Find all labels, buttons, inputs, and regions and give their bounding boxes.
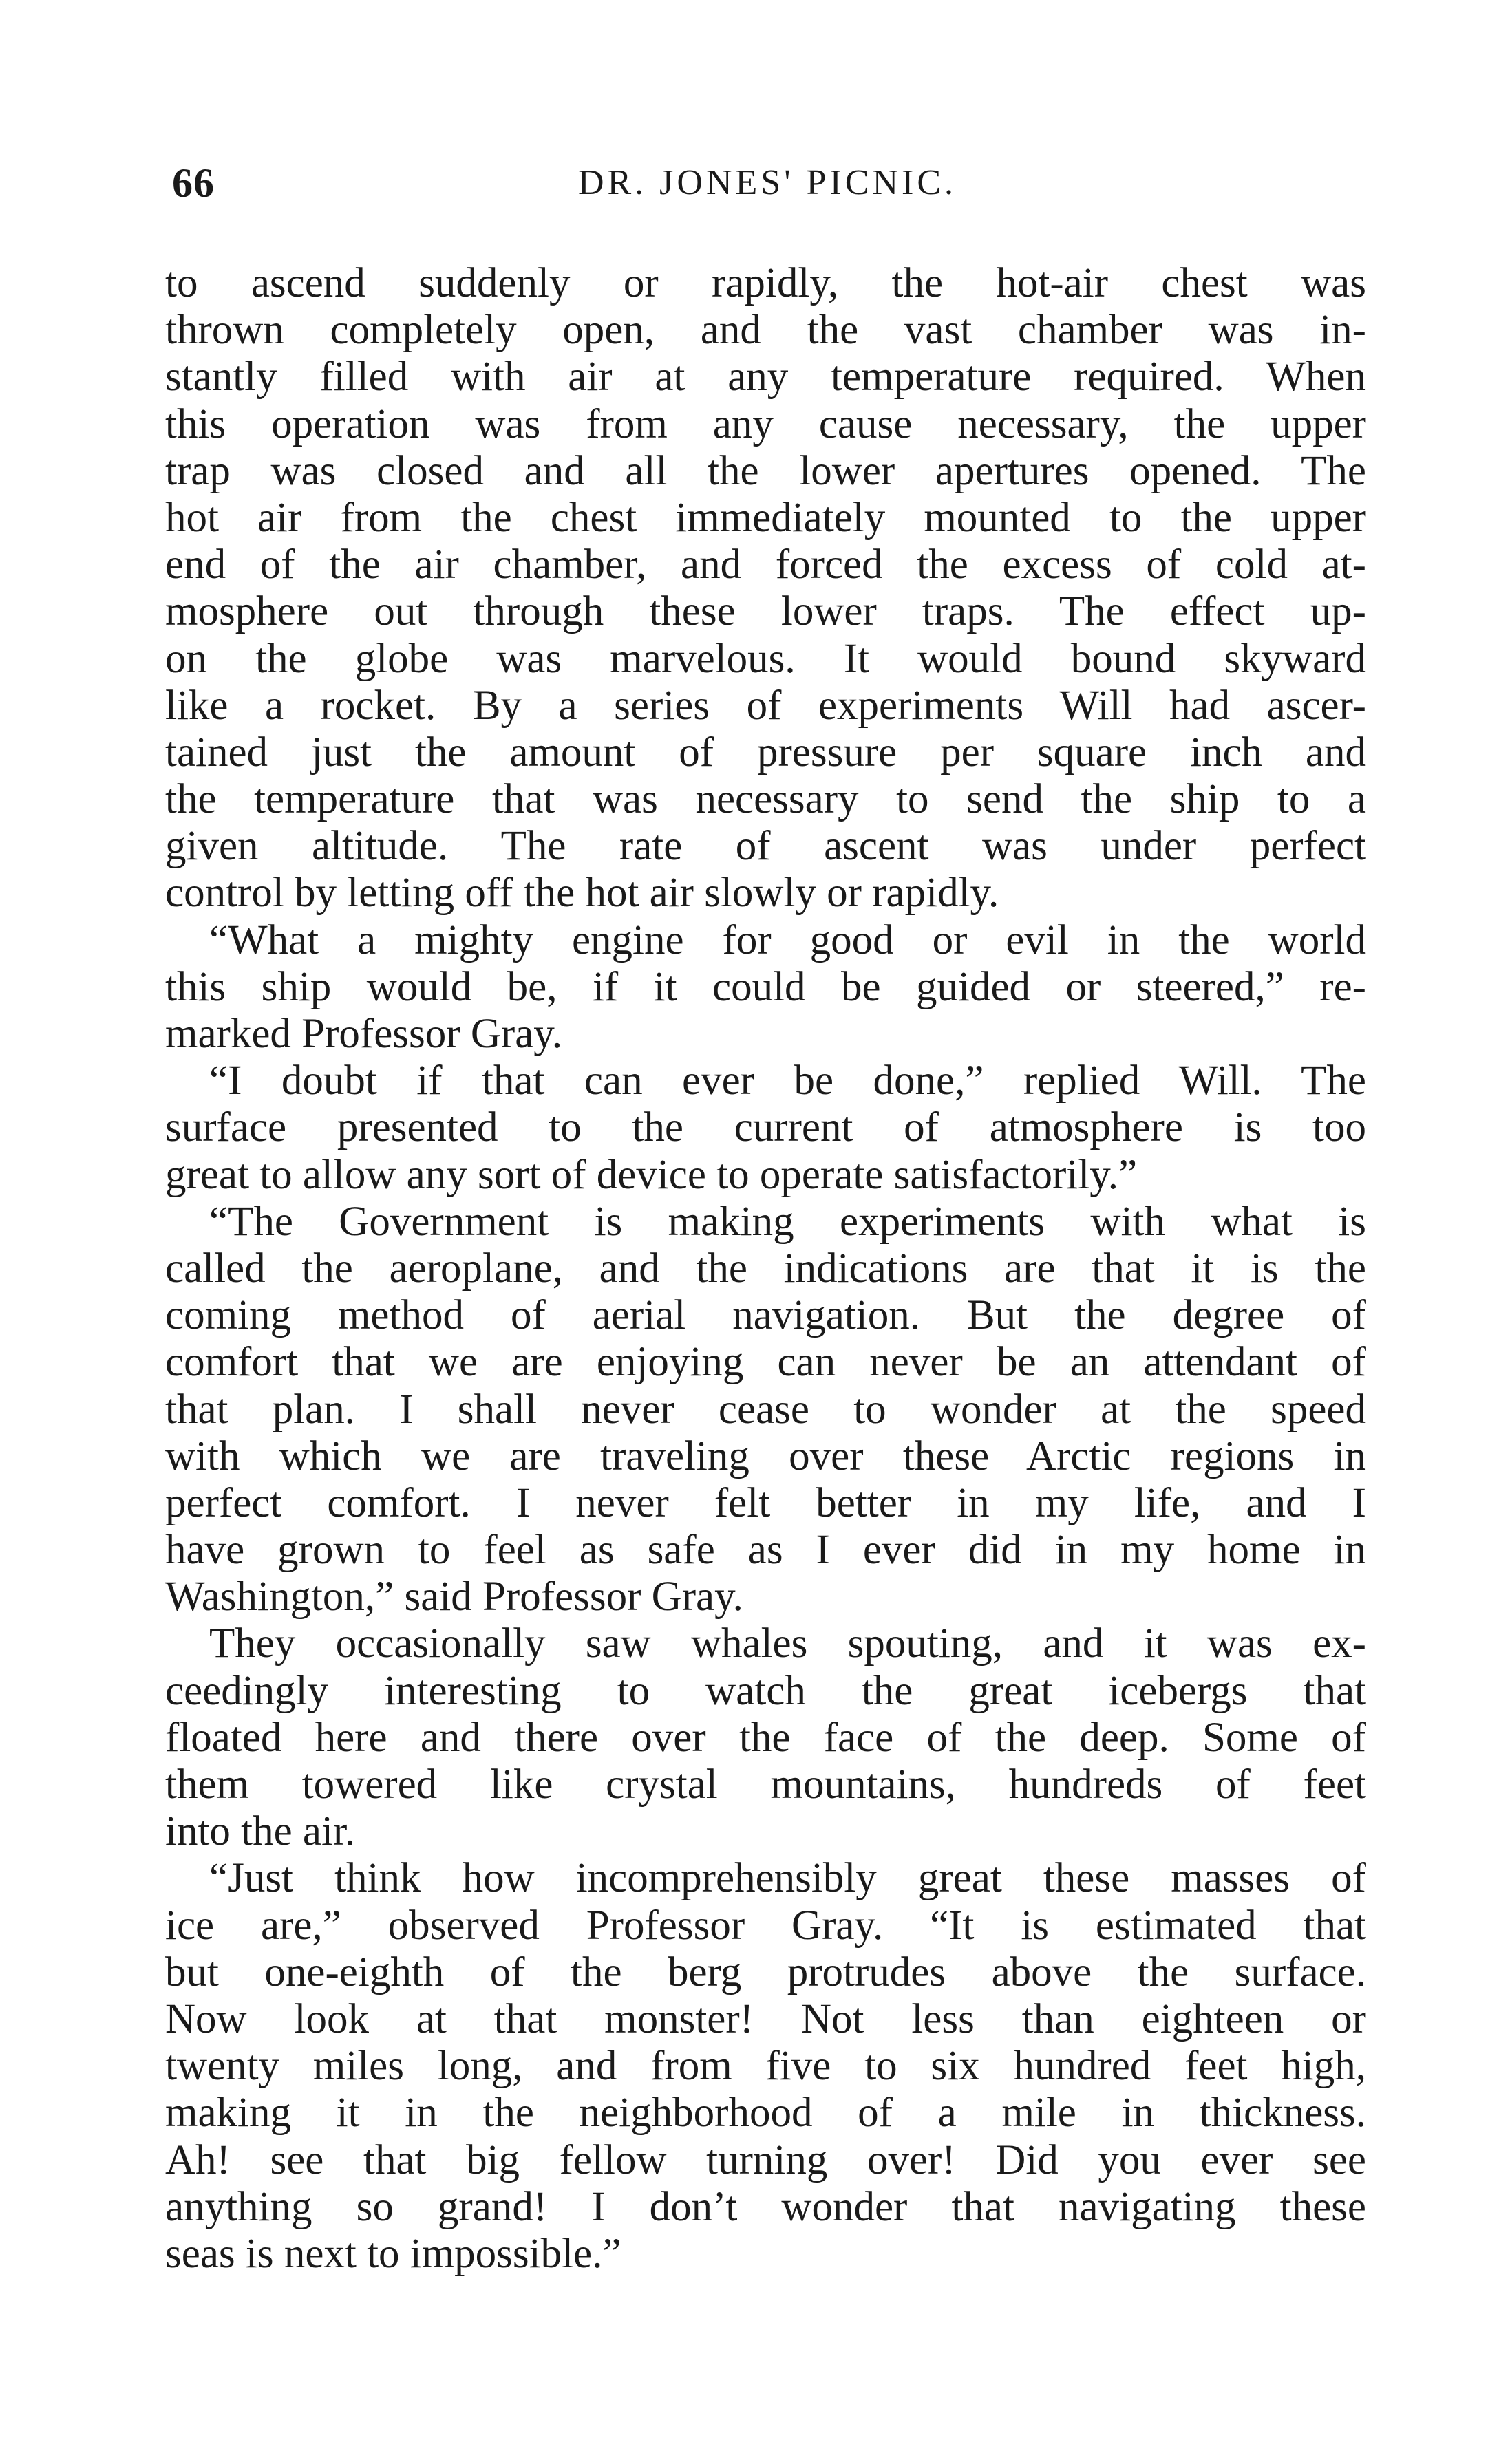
text-line: called the aeroplane, and the indications are that it is the bbox=[165, 1245, 1366, 1292]
text-line: them towered like crystal mountains, hundreds of feet bbox=[165, 1761, 1366, 1808]
text-line: Washington,” said Professor Gray. bbox=[165, 1574, 743, 1620]
text-line: on the globe was marvelous. It would bound skyward bbox=[165, 635, 1366, 682]
text-line: but one-eighth of the berg protrudes above the surface. bbox=[165, 1949, 1366, 1995]
text-line: with which we are traveling over these Arctic regions in bbox=[165, 1433, 1366, 1479]
text-line: making it in the neighborhood of a mile in thickness. bbox=[165, 2090, 1366, 2136]
text-line: “The Government is making experiments with what is bbox=[209, 1198, 1366, 1245]
text-line: this operation was from any cause necessary, the upper bbox=[165, 400, 1366, 447]
text-line: trap was closed and all the lower apertures opened. The bbox=[165, 447, 1366, 494]
text-line: “What a mighty engine for good or evil in the world bbox=[209, 917, 1366, 963]
text-line: thrown completely open, and the vast chamber was in- bbox=[165, 307, 1366, 354]
text-line: mosphere out through these lower traps. The effect up- bbox=[165, 588, 1366, 635]
text-line: coming method of aerial navigation. But the degree of bbox=[165, 1292, 1366, 1339]
text-line: the temperature that was necessary to send the ship to a bbox=[165, 776, 1366, 823]
text-line: marked Professor Gray. bbox=[165, 1011, 563, 1057]
text-line: to ascend suddenly or rapidly, the hot-air chest was bbox=[165, 260, 1366, 306]
text-line: floated here and there over the face of the deep. Some of bbox=[165, 1714, 1366, 1761]
text-line: this ship would be, if it could be guided or steered,” re- bbox=[165, 963, 1366, 1010]
text-line: surface presented to the current of atmosphere is too bbox=[165, 1104, 1366, 1151]
text-line: perfect comfort. I never felt better in my life, and I bbox=[165, 1479, 1366, 1526]
text-line: stantly filled with air at any temperature required. When bbox=[165, 354, 1366, 400]
text-line: into the air. bbox=[165, 1808, 356, 1855]
text-line: that plan. I shall never cease to wonder at the speed bbox=[165, 1386, 1366, 1433]
text-line: control by letting off the hot air slowly or rapidly. bbox=[165, 870, 999, 917]
page-number: 66 bbox=[172, 160, 215, 206]
text-line: Ah! see that big fellow turning over! Did you ever see bbox=[165, 2136, 1366, 2183]
text-line: tained just the amount of pressure per square inch and bbox=[165, 729, 1366, 775]
text-line: “I doubt if that can ever be done,” replied Will. The bbox=[209, 1058, 1366, 1104]
text-line: anything so grand! I don’t wonder that navigating these bbox=[165, 2183, 1366, 2230]
text-line: given altitude. The rate of ascent was under perfect bbox=[165, 823, 1366, 870]
text-line: ceedingly interesting to watch the great icebergs that bbox=[165, 1667, 1366, 1714]
text-line: like a rocket. By a series of experiments Will had ascer- bbox=[165, 682, 1366, 729]
text-line: twenty miles long, and from five to six hundred feet high, bbox=[165, 2043, 1366, 2090]
text-line: have grown to feel as safe as I ever did in my home in bbox=[165, 1527, 1366, 1574]
text-line: ice are,” observed Professor Gray. “It is estimated that bbox=[165, 1902, 1366, 1949]
text-line: seas is next to impossible.” bbox=[165, 2230, 621, 2277]
text-line: They occasionally saw whales spouting, and it was ex- bbox=[209, 1620, 1366, 1667]
text-line: hot air from the chest immediately mounted to the upper bbox=[165, 494, 1366, 541]
text-line: comfort that we are enjoying can never be an attendant of bbox=[165, 1339, 1366, 1386]
text-line: “Just think how incomprehensibly great these masses of bbox=[209, 1855, 1366, 1902]
running-title: DR. JONES' PICNIC. bbox=[577, 163, 957, 202]
text-line: great to allow any sort of device to operate satisfactorily.” bbox=[165, 1151, 1138, 1198]
text-line: end of the air chamber, and forced the excess of cold at- bbox=[165, 542, 1366, 588]
text-line: Now look at that monster! Not less than eighteen or bbox=[165, 1995, 1366, 2042]
running-head bbox=[172, 156, 1363, 211]
body-text bbox=[165, 260, 1366, 2278]
